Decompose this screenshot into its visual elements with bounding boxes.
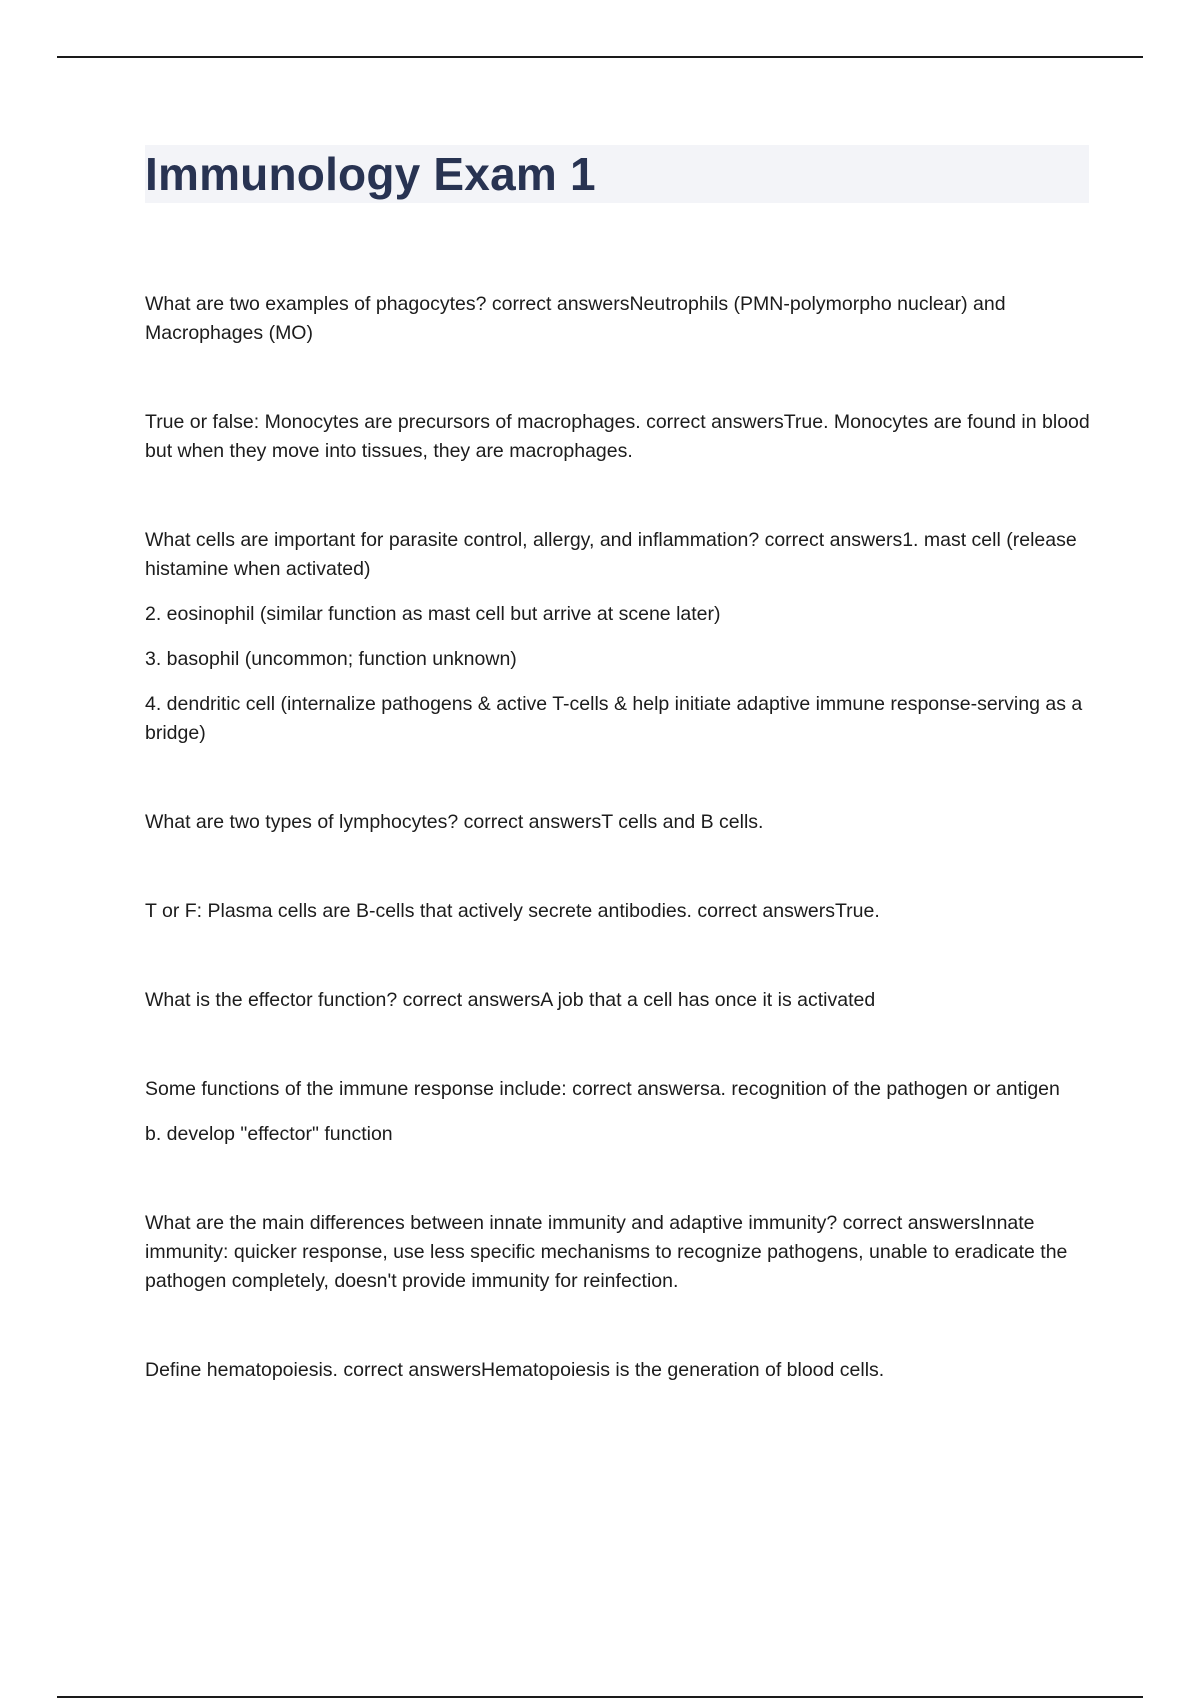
qa-text: What are the main differences between innate immunity and adaptive immunity? correct answersInnate immunity: quicker response, use less specific mechanisms to recognize pathogens, unable to eradicate the pathogen completely, doesn't provide immunity for reinfection. <box>145 1212 1068 1292</box>
qa-text: What is the effector function? correct answersA job that a cell has once it is activated <box>145 989 876 1011</box>
qa-item <box>145 290 1090 348</box>
qa-item <box>145 1356 1090 1385</box>
qa-text: 4. dendritic cell (internalize pathogens & active T-cells & help initiate adaptive immune response-serving as a bridge) <box>145 693 1083 744</box>
qa-item <box>145 526 1090 748</box>
bottom-rule <box>57 1696 1143 1698</box>
qa-item <box>145 986 1090 1015</box>
qa-item <box>145 408 1090 466</box>
qa-item <box>145 808 1090 837</box>
page-title: Immunology Exam 1 <box>145 148 596 200</box>
qa-text: What are two examples of phagocytes? correct answersNeutrophils (PMN-polymorpho nuclear) and Macrophages (MO) <box>145 293 1006 344</box>
qa-text: True or false: Monocytes are precursors of macrophages. correct answersTrue. Monocytes are found in blood but when they move into tissues, they are macrophages. <box>145 411 1090 462</box>
qa-text: b. develop "effector" function <box>145 1123 393 1145</box>
qa-list <box>145 290 1090 1385</box>
qa-text: What cells are important for parasite control, allergy, and inflammation? correct answers1. mast cell (release histamine when activated) <box>145 529 1077 580</box>
qa-text: What are two types of lymphocytes? correct answersT cells and B cells. <box>145 811 764 833</box>
qa-text: 2. eosinophil (similar function as mast cell but arrive at scene later) <box>145 603 721 625</box>
qa-text: Some functions of the immune response include: correct answersa. recognition of the pathogen or antigen <box>145 1078 1060 1100</box>
qa-item <box>145 897 1090 926</box>
top-rule <box>57 56 1143 58</box>
qa-text: 3. basophil (uncommon; function unknown) <box>145 648 517 670</box>
qa-item <box>145 1209 1090 1296</box>
qa-text: T or F: Plasma cells are B-cells that actively secrete antibodies. correct answersTrue. <box>145 900 880 922</box>
qa-item <box>145 1075 1090 1149</box>
qa-text: Define hematopoiesis. correct answersHematopoiesis is the generation of blood cells. <box>145 1359 885 1381</box>
